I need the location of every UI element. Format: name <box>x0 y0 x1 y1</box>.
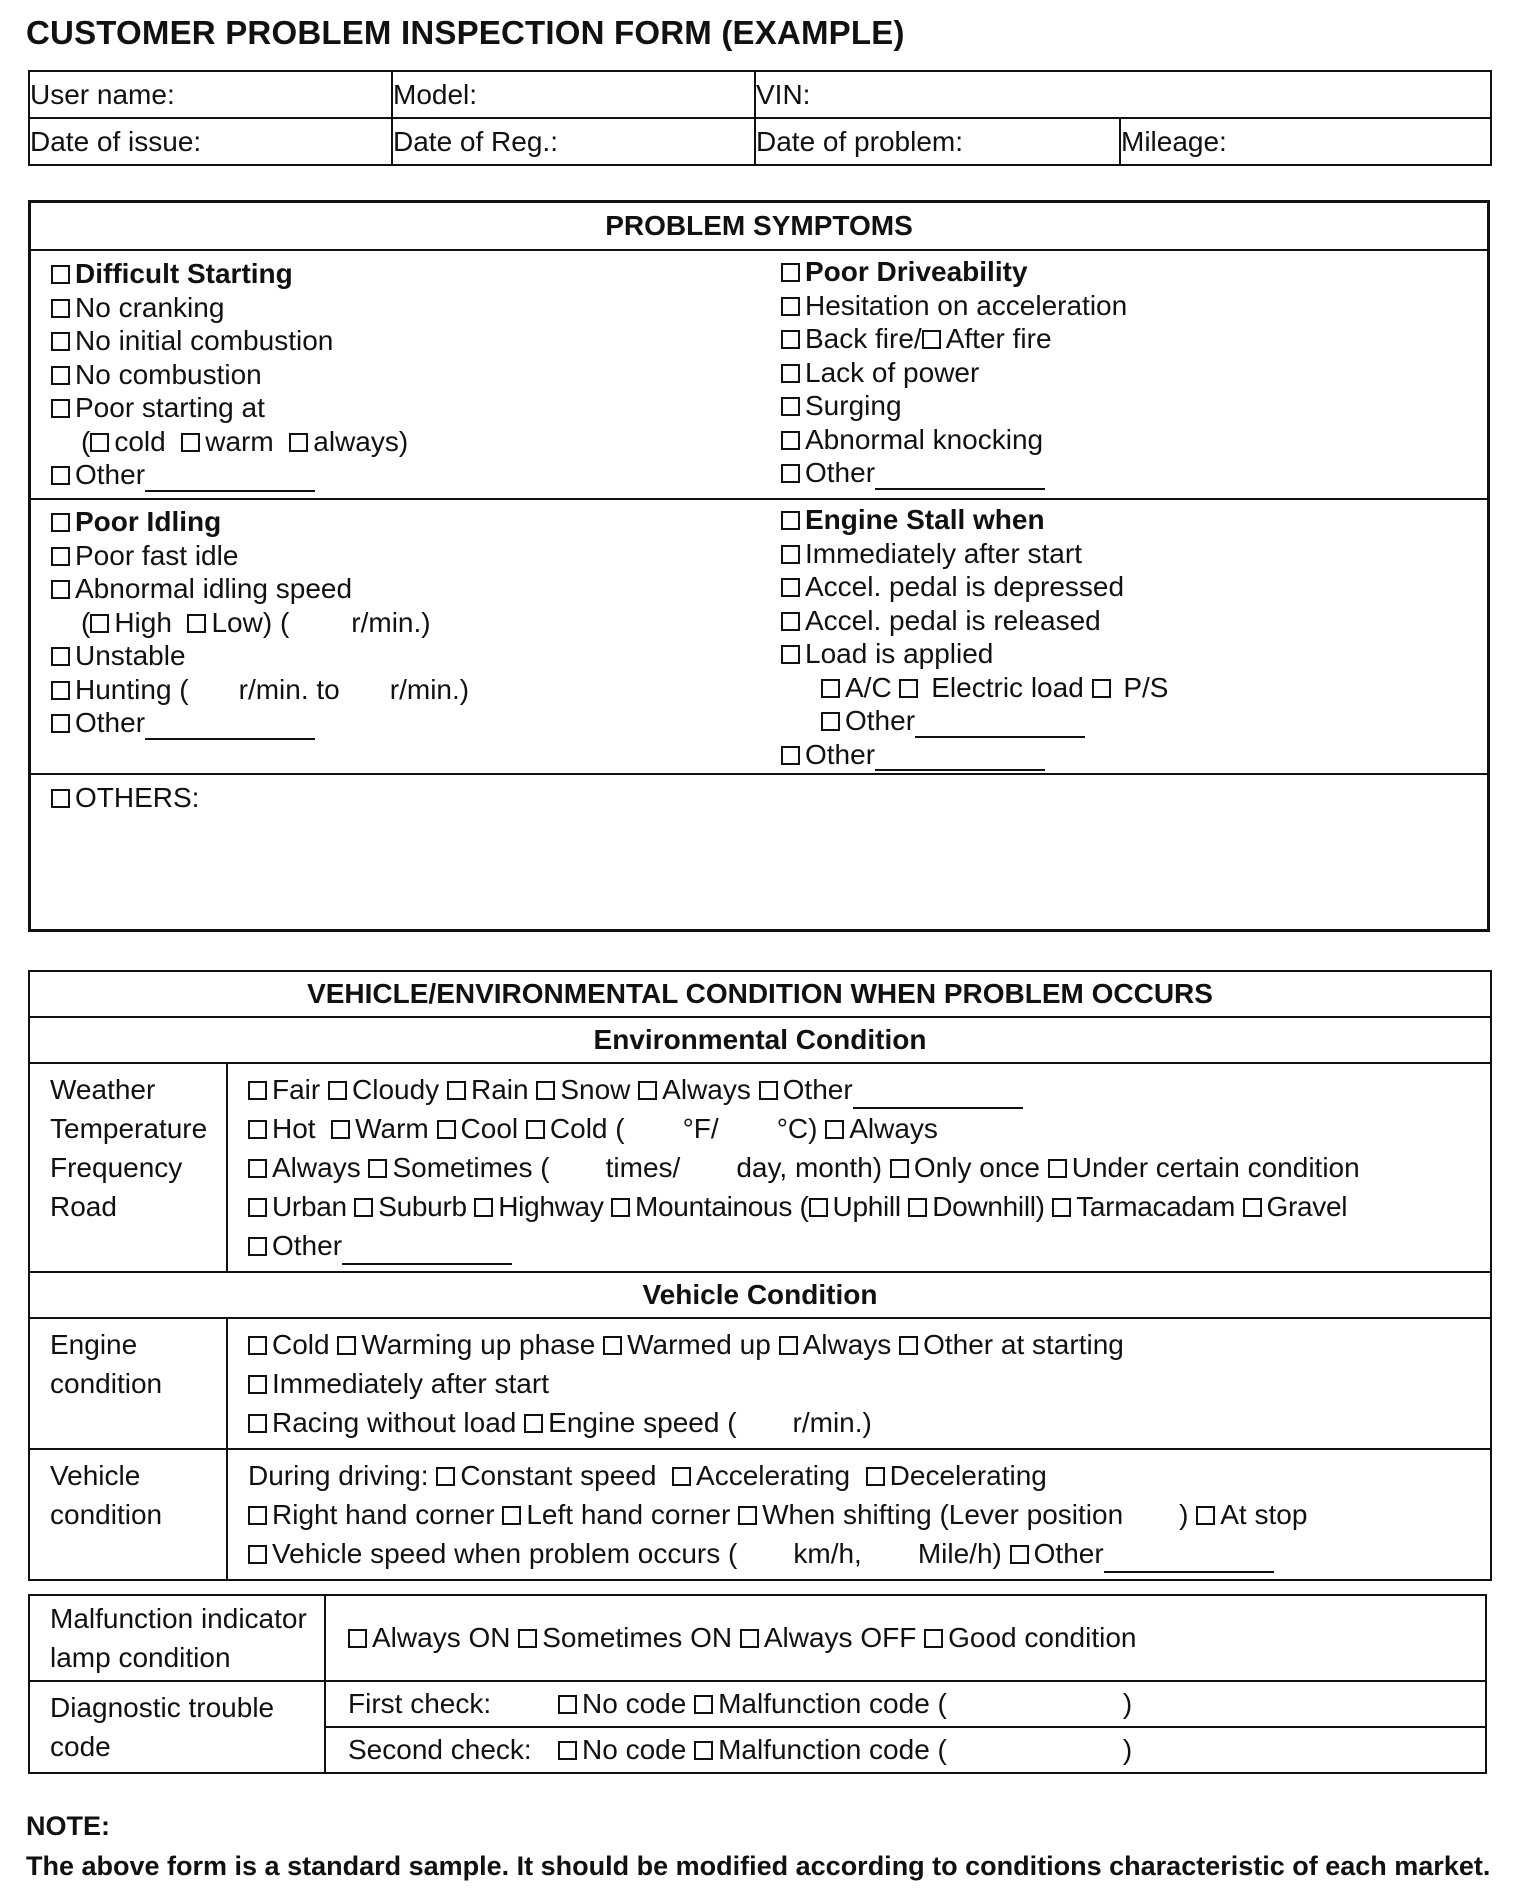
poor-driveability-checkbox[interactable] <box>781 263 800 282</box>
first-no-code-label: No code <box>582 1688 687 1719</box>
road-row <box>248 1187 1490 1226</box>
snow-label: Snow <box>560 1074 631 1105</box>
hesitation-checkbox[interactable] <box>781 297 800 316</box>
engine-cold-label: Cold <box>272 1329 330 1360</box>
frequency-row <box>248 1148 1490 1187</box>
cold-start-label: cold <box>114 425 166 457</box>
starting-other-blank[interactable] <box>145 466 315 492</box>
only-once-label: Only once <box>913 1152 1040 1183</box>
unstable-checkbox[interactable] <box>51 647 70 666</box>
load-applied-checkbox[interactable] <box>781 645 800 664</box>
user-name-label: User name: <box>30 78 175 110</box>
idle-low-checkbox[interactable] <box>187 614 206 633</box>
road-label: Road <box>50 1191 117 1222</box>
road-other-label: Other <box>272 1230 343 1261</box>
temperature-row <box>248 1109 1490 1148</box>
vehicle-condition-sublabel: condition <box>50 1499 163 1530</box>
sometimes-checkbox[interactable] <box>368 1159 387 1178</box>
engine-stall-group <box>781 503 1168 771</box>
weather-label: Weather <box>50 1074 156 1105</box>
accel-depressed-label: Accel. pedal is depressed <box>805 571 1125 602</box>
others-checkbox[interactable] <box>51 789 70 808</box>
left-corner-checkbox[interactable] <box>502 1506 521 1525</box>
always-on-checkbox[interactable] <box>348 1629 367 1648</box>
first-malfunction-code-checkbox[interactable] <box>694 1695 713 1714</box>
accelerating-label: Accelerating <box>696 1460 851 1491</box>
gravel-label: Gravel <box>1266 1191 1348 1222</box>
shifting-checkbox[interactable] <box>738 1506 757 1525</box>
kmh-label: km/h, <box>793 1538 862 1569</box>
engine-cold-checkbox[interactable] <box>248 1336 267 1355</box>
frequency-label: Frequency <box>50 1152 183 1183</box>
after-fire-label: After fire <box>945 323 1052 354</box>
back-fire-checkbox[interactable] <box>781 330 800 349</box>
mil-sublabel: lamp condition <box>50 1642 231 1673</box>
vin-label: VIN: <box>756 78 811 110</box>
highway-checkbox[interactable] <box>474 1198 493 1217</box>
date-of-issue-field[interactable] <box>29 118 392 165</box>
good-condition-checkbox[interactable] <box>924 1629 943 1648</box>
always-off-checkbox[interactable] <box>740 1629 759 1648</box>
mountainous-label: Mountainous ( <box>635 1191 809 1222</box>
vehicle-row-1 <box>248 1456 1490 1495</box>
hunting-checkbox[interactable] <box>51 681 70 700</box>
second-no-code-checkbox[interactable] <box>558 1741 577 1760</box>
temp-always-checkbox[interactable] <box>825 1120 844 1139</box>
highway-label: Highway <box>498 1191 604 1222</box>
left-corner-label: Left hand corner <box>526 1499 731 1530</box>
date-of-problem-label: Date of problem: <box>756 125 963 157</box>
mil-dtc-table <box>28 1594 1487 1774</box>
user-name-field[interactable] <box>29 71 392 118</box>
second-check-label: Second check: <box>348 1734 532 1765</box>
vehicle-other-checkbox[interactable] <box>1010 1545 1029 1564</box>
mil-label: Malfunction indicator <box>50 1603 307 1634</box>
note-text: The above form is a standard sample. It should be modified according to conditions characteristic of each market. <box>26 1851 1491 1881</box>
dtc-label-cell <box>29 1681 325 1773</box>
note-heading: NOTE: <box>26 1811 110 1841</box>
poor-driveability-heading: Poor Driveability <box>805 256 1028 287</box>
close-paren: ) <box>1122 1688 1133 1719</box>
day-month-label: day, month) <box>736 1152 883 1183</box>
stall-immediately-checkbox[interactable] <box>781 545 800 564</box>
stall-other-label: Other <box>805 738 876 770</box>
lack-of-power-checkbox[interactable] <box>781 364 800 383</box>
other-starting-checkbox[interactable] <box>899 1336 918 1355</box>
weather-other-label: Other <box>782 1074 853 1105</box>
warm-start-label: warm <box>205 425 274 457</box>
mileh-label: Mile/h) <box>917 1538 1002 1569</box>
date-of-problem-field[interactable] <box>755 118 1120 165</box>
road-other-row <box>248 1226 1490 1265</box>
only-once-checkbox[interactable] <box>890 1159 909 1178</box>
warmed-up-label: Warmed up <box>627 1329 771 1360</box>
vehicle-condition-options <box>227 1449 1491 1580</box>
sometimes-on-label: Sometimes ON <box>542 1622 733 1653</box>
difficult-starting-checkbox[interactable] <box>51 265 70 284</box>
engine-stall-heading: Engine Stall when <box>805 504 1045 535</box>
model-label: Model: <box>393 78 478 110</box>
engine-condition-options <box>227 1318 1491 1449</box>
always-start-checkbox[interactable] <box>289 433 308 452</box>
poor-idling-group <box>51 505 469 740</box>
accel-released-label: Accel. pedal is released <box>805 604 1101 636</box>
celsius-label: °C) <box>776 1113 818 1144</box>
load-other-blank[interactable] <box>915 712 1085 738</box>
weather-other-checkbox[interactable] <box>759 1081 778 1100</box>
poor-idling-checkbox[interactable] <box>51 513 70 532</box>
electric-load-checkbox[interactable] <box>899 679 918 698</box>
date-of-issue-label: Date of issue: <box>30 125 202 157</box>
load-other-label: Other <box>845 705 916 736</box>
temp-cold-label: Cold ( <box>549 1113 625 1144</box>
engine-stall-checkbox[interactable] <box>781 511 800 530</box>
load-other-checkbox[interactable] <box>821 712 840 731</box>
cool-label: Cool <box>460 1113 519 1144</box>
during-driving-label: During driving: <box>248 1460 429 1491</box>
weather-always-label: Always <box>662 1074 751 1105</box>
shifting-label: When shifting (Lever position <box>762 1499 1124 1530</box>
first-malfunction-code-label: Malfunction code ( <box>718 1688 947 1719</box>
open-paren: ( <box>81 425 91 457</box>
abnormal-knocking-label: Abnormal knocking <box>805 423 1044 455</box>
at-stop-checkbox[interactable] <box>1196 1506 1215 1525</box>
note-section <box>26 1806 1506 1886</box>
first-check-row <box>325 1681 1486 1727</box>
poor-fast-idle-label: Poor fast idle <box>75 539 239 571</box>
fair-label: Fair <box>272 1074 321 1105</box>
engine-row-2 <box>248 1364 1490 1403</box>
decelerating-label: Decelerating <box>889 1460 1047 1491</box>
surging-label: Surging <box>805 390 902 421</box>
constant-speed-checkbox[interactable] <box>436 1467 455 1486</box>
vin-field[interactable] <box>755 71 1491 118</box>
fahrenheit-label: °F/ <box>682 1113 719 1144</box>
gravel-checkbox[interactable] <box>1243 1198 1262 1217</box>
temperature-label: Temperature <box>50 1113 208 1144</box>
form-title: CUSTOMER PROBLEM INSPECTION FORM (EXAMPLE) <box>26 14 905 51</box>
urban-label: Urban <box>272 1191 347 1222</box>
poor-idling-heading: Poor Idling <box>75 506 222 537</box>
mil-options <box>325 1595 1486 1681</box>
other-starting-label: Other at starting <box>923 1329 1124 1360</box>
engine-always-checkbox[interactable] <box>779 1336 798 1355</box>
driveability-other-blank[interactable] <box>875 464 1045 490</box>
second-no-code-label: No code <box>582 1734 687 1765</box>
warming-up-label: Warming up phase <box>361 1329 596 1360</box>
uphill-checkbox[interactable] <box>809 1198 828 1217</box>
under-certain-label: Under certain condition <box>1071 1152 1360 1183</box>
stall-other-checkbox[interactable] <box>781 746 800 765</box>
hesitation-label: Hesitation on acceleration <box>805 289 1128 321</box>
warm-start-checkbox[interactable] <box>181 433 200 452</box>
second-malfunction-code-label: Malfunction code ( <box>718 1734 947 1765</box>
temp-cold-checkbox[interactable] <box>526 1120 545 1139</box>
road-other-checkbox[interactable] <box>248 1237 267 1256</box>
mountainous-checkbox[interactable] <box>611 1198 630 1217</box>
close-paren: ) <box>1179 1499 1189 1530</box>
cloudy-label: Cloudy <box>352 1074 440 1105</box>
vehicle-label: Vehicle <box>50 1460 141 1491</box>
ps-load-label: P/S <box>1123 671 1169 703</box>
starting-other-label: Other <box>75 459 146 490</box>
date-of-reg-label: Date of Reg.: <box>393 125 558 157</box>
constant-speed-label: Constant speed <box>460 1460 657 1491</box>
idling-other-checkbox[interactable] <box>51 714 70 733</box>
uphill-label: Uphill <box>832 1191 901 1222</box>
weather-other-blank[interactable] <box>853 1083 1023 1109</box>
vehicle-condition-title: Vehicle Condition <box>29 1272 1491 1318</box>
cool-checkbox[interactable] <box>437 1120 456 1139</box>
always-start-label: always) <box>313 425 409 457</box>
ps-load-checkbox[interactable] <box>1092 679 1111 698</box>
mileage-label: Mileage: <box>1121 125 1227 157</box>
racing-label: Racing without load <box>272 1407 517 1438</box>
idle-high-label: High <box>114 606 172 638</box>
mil-label-cell <box>29 1595 325 1681</box>
fair-checkbox[interactable] <box>248 1081 267 1100</box>
suburb-label: Suburb <box>378 1191 467 1222</box>
ac-load-checkbox[interactable] <box>821 679 840 698</box>
others-label: OTHERS: <box>75 782 200 813</box>
poor-starting-checkbox[interactable] <box>51 399 70 418</box>
times-label: times/ <box>605 1152 681 1183</box>
dtc-sublabel: code <box>50 1731 111 1762</box>
load-applied-label: Load is applied <box>805 638 994 669</box>
mileage-field[interactable] <box>1120 118 1491 165</box>
vehicle-speed-checkbox[interactable] <box>248 1545 267 1564</box>
temp-warm-checkbox[interactable] <box>331 1120 350 1139</box>
vehicle-row-3 <box>248 1534 1490 1573</box>
engine-rmin-label: r/min.) <box>792 1407 872 1438</box>
environment-labels <box>29 1063 227 1272</box>
first-check-label: First check: <box>348 1688 492 1719</box>
stall-other-blank[interactable] <box>875 745 1045 771</box>
warmed-up-checkbox[interactable] <box>603 1336 622 1355</box>
snow-checkbox[interactable] <box>536 1081 555 1100</box>
sometimes-label: Sometimes ( <box>392 1152 550 1183</box>
racing-checkbox[interactable] <box>248 1414 267 1433</box>
idle-rmin-label: r/min.) <box>351 606 431 638</box>
right-corner-label: Right hand corner <box>272 1499 495 1530</box>
engine-row-3 <box>248 1403 1490 1442</box>
hot-checkbox[interactable] <box>248 1120 267 1139</box>
second-check-row <box>325 1727 1486 1773</box>
cloudy-checkbox[interactable] <box>328 1081 347 1100</box>
vehicle-row-2 <box>248 1495 1490 1534</box>
weather-row <box>248 1070 1490 1109</box>
engine-condition-sublabel: condition <box>50 1368 163 1399</box>
accelerating-checkbox[interactable] <box>672 1467 691 1486</box>
engine-speed-checkbox[interactable] <box>524 1414 543 1433</box>
environment-options <box>227 1063 1491 1272</box>
model-field[interactable] <box>392 71 755 118</box>
under-certain-checkbox[interactable] <box>1048 1159 1067 1178</box>
suburb-checkbox[interactable] <box>354 1198 373 1217</box>
starting-other-checkbox[interactable] <box>51 466 70 485</box>
engine-always-label: Always <box>802 1329 892 1360</box>
idle-low-label: Low) ( <box>211 606 290 638</box>
conditions-title: VEHICLE/ENVIRONMENTAL CONDITION WHEN PROBLEM OCCURS <box>29 971 1491 1017</box>
problem-symptoms-title: PROBLEM SYMPTOMS <box>31 203 1487 251</box>
idling-other-label: Other <box>75 707 146 738</box>
poor-driveability-group <box>781 255 1127 490</box>
hunting-rmin-label: r/min.) <box>389 673 470 705</box>
close-paren: ) <box>1122 1734 1133 1765</box>
tarmacadam-checkbox[interactable] <box>1052 1198 1071 1217</box>
vehicle-info-table <box>28 70 1492 166</box>
unstable-label: Unstable <box>75 640 186 671</box>
back-fire-label: Back fire/ <box>805 323 922 354</box>
vehicle-speed-label: Vehicle speed when problem occurs ( <box>272 1538 738 1569</box>
engine-label: Engine <box>50 1329 138 1360</box>
poor-fast-idle-checkbox[interactable] <box>51 547 70 566</box>
date-of-reg-field[interactable] <box>392 118 755 165</box>
engine-row-1 <box>248 1325 1490 1364</box>
hunting-rmin-to-label: r/min. to <box>238 673 340 705</box>
no-initial-combustion-label: No initial combustion <box>75 325 334 356</box>
rain-label: Rain <box>470 1074 529 1105</box>
lack-of-power-label: Lack of power <box>805 356 980 388</box>
surging-checkbox[interactable] <box>781 397 800 416</box>
vehicle-other-blank[interactable] <box>1104 1547 1274 1573</box>
good-condition-label: Good condition <box>948 1622 1137 1653</box>
temp-always-label: Always <box>849 1113 938 1144</box>
at-stop-label: At stop <box>1220 1499 1308 1530</box>
tarmacadam-label: Tarmacadam <box>1076 1191 1236 1222</box>
downhill-checkbox[interactable] <box>908 1198 927 1217</box>
always-on-label: Always ON <box>372 1622 511 1653</box>
decelerating-checkbox[interactable] <box>866 1467 885 1486</box>
engine-condition-label <box>29 1318 227 1449</box>
freq-always-checkbox[interactable] <box>248 1159 267 1178</box>
urban-checkbox[interactable] <box>248 1198 267 1217</box>
difficult-starting-group <box>51 257 408 492</box>
poor-starting-label: Poor starting at <box>75 392 265 423</box>
no-cranking-label: No cranking <box>75 291 225 323</box>
idle-high-checkbox[interactable] <box>90 614 109 633</box>
stall-immediately-label: Immediately after start <box>805 537 1082 569</box>
first-no-code-checkbox[interactable] <box>558 1695 577 1714</box>
accel-released-checkbox[interactable] <box>781 612 800 631</box>
environmental-title: Environmental Condition <box>29 1017 1491 1063</box>
no-initial-combustion-checkbox[interactable] <box>51 332 70 351</box>
accel-depressed-checkbox[interactable] <box>781 578 800 597</box>
abnormal-knocking-checkbox[interactable] <box>781 431 800 450</box>
problem-symptoms-section <box>28 200 1490 932</box>
vehicle-other-label: Other <box>1033 1538 1104 1569</box>
temp-warm-label: Warm <box>355 1113 429 1144</box>
warming-up-checkbox[interactable] <box>337 1336 356 1355</box>
road-other-blank[interactable] <box>342 1239 512 1265</box>
ac-load-label: A/C <box>845 671 892 703</box>
idling-other-blank[interactable] <box>145 714 315 740</box>
others-group <box>51 781 199 815</box>
electric-load-label: Electric load <box>931 671 1084 703</box>
no-combustion-label: No combustion <box>75 358 262 390</box>
conditions-table <box>28 970 1492 1581</box>
abnormal-idling-checkbox[interactable] <box>51 580 70 599</box>
second-malfunction-code-checkbox[interactable] <box>694 1741 713 1760</box>
after-fire-checkbox[interactable] <box>922 330 941 349</box>
engine-speed-label: Engine speed ( <box>548 1407 737 1438</box>
no-combustion-checkbox[interactable] <box>51 366 70 385</box>
right-corner-checkbox[interactable] <box>248 1506 267 1525</box>
dtc-label: Diagnostic trouble <box>50 1692 275 1723</box>
driveability-other-checkbox[interactable] <box>781 464 800 483</box>
always-off-label: Always OFF <box>763 1622 917 1653</box>
sometimes-on-checkbox[interactable] <box>518 1629 537 1648</box>
difficult-starting-heading: Difficult Starting <box>75 258 293 289</box>
engine-immediately-label: Immediately after start <box>272 1368 549 1399</box>
freq-always-label: Always <box>272 1152 361 1183</box>
weather-always-checkbox[interactable] <box>638 1081 657 1100</box>
hunting-label: Hunting ( <box>75 673 189 705</box>
engine-immediately-checkbox[interactable] <box>248 1375 267 1394</box>
cold-start-checkbox[interactable] <box>90 433 109 452</box>
rain-checkbox[interactable] <box>447 1081 466 1100</box>
no-cranking-checkbox[interactable] <box>51 299 70 318</box>
hot-label: Hot <box>272 1113 316 1144</box>
abnormal-idling-label: Abnormal idling speed <box>75 573 353 604</box>
vehicle-condition-label <box>29 1449 227 1580</box>
driveability-other-label: Other <box>805 457 876 488</box>
downhill-label: Downhill) <box>932 1191 1045 1222</box>
open-paren: ( <box>81 606 91 638</box>
